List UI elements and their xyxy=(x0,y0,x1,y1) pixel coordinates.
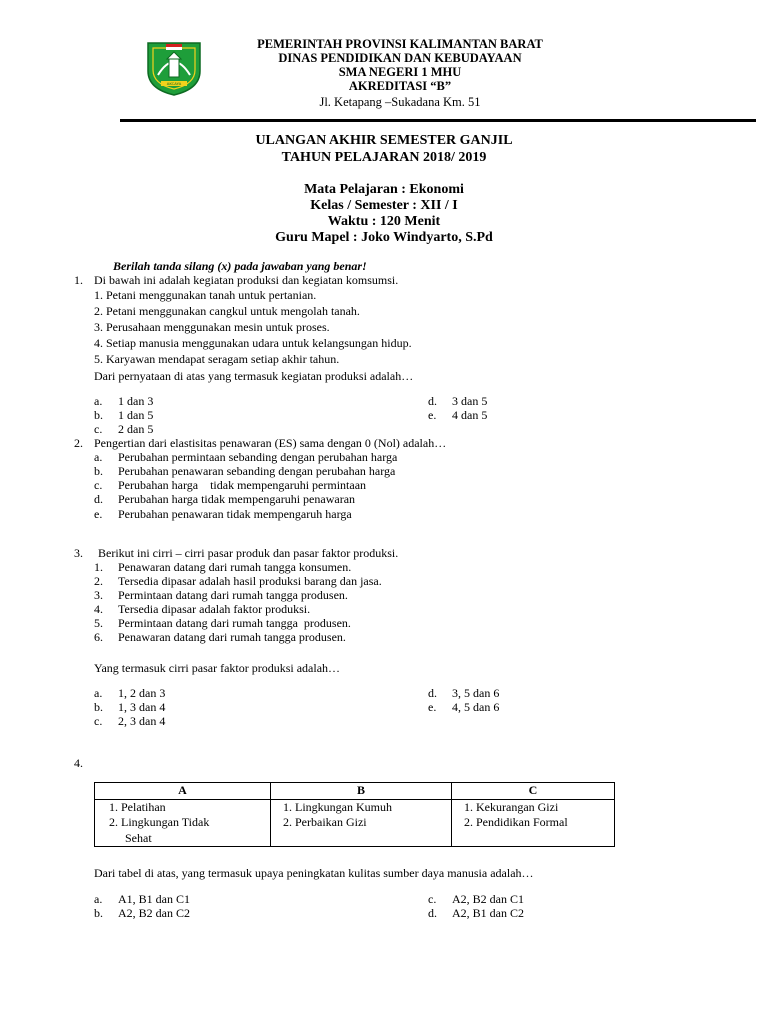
q3-option-letter: e. xyxy=(428,700,437,714)
q1-option-letter: e. xyxy=(428,408,437,422)
q1-option-letter: a. xyxy=(94,394,103,408)
teacher-line: Guru Mapel : Joko Windyarto, S.Pd xyxy=(275,230,493,245)
q4-table-header-b: B xyxy=(271,783,452,800)
q1-text: Di bawah ini adalah kegiatan produksi dan kegiatan komsumsi. xyxy=(94,273,399,287)
q1-item: 4. Setiap manusia menggunakan udara untuk kelangsungan hidup. xyxy=(94,336,412,350)
q4-cell-c1: 1. Kekurangan Gizi xyxy=(464,799,559,814)
q3-item: Tersedia dipasar adalah faktor produksi. xyxy=(118,602,311,616)
q4-option-c[interactable]: A2, B2 dan C1 xyxy=(452,892,524,906)
q4-table-header-a: A xyxy=(95,783,271,800)
q3-item: Permintaan datang dari rumah tangga produsen. xyxy=(118,588,348,602)
header-department: DINAS PENDIDIKAN DAN KEBUDAYAAN xyxy=(278,51,522,65)
q4-cell-a1: 1. Pelatihan xyxy=(109,799,166,814)
q1-item: 1. Petani menggunakan tanah untuk pertanian. xyxy=(94,288,317,302)
q3-item-num: 4. xyxy=(94,602,103,616)
q1-option-a[interactable]: 1 dan 3 xyxy=(118,394,154,408)
q3-number: 3. xyxy=(74,546,83,560)
q1-number: 1. xyxy=(74,273,83,287)
q2-option-letter: d. xyxy=(94,492,103,506)
q3-item: Penawaran datang dari rumah tangga produsen. xyxy=(118,630,346,644)
q1-option-letter: d. xyxy=(428,394,437,408)
q3-option-c[interactable]: 2, 3 dan 4 xyxy=(118,714,166,728)
q3-item-num: 5. xyxy=(94,616,103,630)
q4-cell-a2-cont: Sehat xyxy=(125,830,152,845)
subject-line: Mata Pelajaran : Ekonomi xyxy=(304,182,464,197)
q3-option-e[interactable]: 4, 5 dan 6 xyxy=(452,700,500,714)
q3-option-letter: c. xyxy=(94,714,103,728)
q1-option-letter: b. xyxy=(94,408,103,422)
q4-option-letter: b. xyxy=(94,906,103,920)
exam-year: TAHUN PELAJARAN 2018/ 2019 xyxy=(281,150,487,165)
q4-question: Dari tabel di atas, yang termasuk upaya peningkatan kulitas sumber daya manusia adalah… xyxy=(94,866,534,880)
header-school: SMA NEGERI 1 MHU xyxy=(338,65,462,79)
q4-option-d[interactable]: A2, B1 dan C2 xyxy=(452,906,524,920)
q2-option-letter: a. xyxy=(94,450,103,464)
q3-option-letter: a. xyxy=(94,686,103,700)
q3-item-num: 3. xyxy=(94,588,103,602)
q4-table-cell-c xyxy=(452,799,615,847)
q2-option-a[interactable]: Perubahan permintaan sebanding dengan perubahan harga xyxy=(118,450,398,464)
time-line: Waktu : 120 Menit xyxy=(327,214,441,229)
q3-option-d[interactable]: 3, 5 dan 6 xyxy=(452,686,500,700)
q2-option-letter: e. xyxy=(94,507,103,521)
q1-option-b[interactable]: 1 dan 5 xyxy=(118,408,154,422)
q4-table-cell-b xyxy=(271,799,452,847)
header-address: Jl. Ketapang –Sukadana Km. 51 xyxy=(319,95,481,109)
q2-option-letter: b. xyxy=(94,464,103,478)
q1-item: 3. Perusahaan menggunakan mesin untuk proses. xyxy=(94,320,330,334)
q4-option-letter: a. xyxy=(94,892,103,906)
q4-cell-c2: 2. Pendidikan Formal xyxy=(464,815,568,830)
q3-question: Yang termasuk cirri pasar faktor produksi adalah… xyxy=(94,661,341,675)
q4-option-a[interactable]: A1, B1 dan C1 xyxy=(118,892,190,906)
q3-item: Tersedia dipasar adalah hasil produksi barang dan jasa. xyxy=(118,574,382,588)
q3-item: Penawaran datang dari rumah tangga konsumen. xyxy=(118,560,352,574)
header-divider xyxy=(120,119,756,122)
exam-title: ULANGAN AKHIR SEMESTER GANJIL xyxy=(255,133,513,148)
instruction: Berilah tanda silang (x) pada jawaban yang benar! xyxy=(113,259,367,273)
q2-text: Pengertian dari elastisitas penawaran (ES) sama dengan 0 (Nol) adalah… xyxy=(94,436,447,450)
logo-text: AKCAYA xyxy=(166,81,182,86)
q3-item-num: 1. xyxy=(94,560,103,574)
q1-item: 5. Karyawan mendapat seragam setiap akhir tahun. xyxy=(94,352,340,366)
q3-text: Berikut ini cirri – cirri pasar produk dan pasar faktor produksi. xyxy=(98,546,399,560)
q3-item-num: 2. xyxy=(94,574,103,588)
header-accreditation: AKREDITASI “B” xyxy=(348,79,452,93)
q1-option-letter: c. xyxy=(94,422,103,436)
q4-table-header-c: C xyxy=(452,783,615,800)
q3-option-letter: d. xyxy=(428,686,437,700)
q4-option-letter: d. xyxy=(428,906,437,920)
q2-option-b[interactable]: Perubahan penawaran sebanding dengan perubahan harga xyxy=(118,464,396,478)
q1-question: Dari pernyataan di atas yang termasuk kegiatan produksi adalah… xyxy=(94,369,414,383)
q4-option-b[interactable]: A2, B2 dan C2 xyxy=(118,906,190,920)
q1-item: 2. Petani menggunakan cangkul untuk mengolah tanah. xyxy=(94,304,360,318)
q3-item-num: 6. xyxy=(94,630,103,644)
q4-number: 4. xyxy=(74,756,83,770)
q4-cell-b2: 2. Perbaikan Gizi xyxy=(283,815,367,830)
q3-option-letter: b. xyxy=(94,700,103,714)
class-line: Kelas / Semester : XII / I xyxy=(310,198,458,213)
q4-table-cell-a xyxy=(95,799,271,847)
q2-option-e[interactable]: Perubahan penawaran tidak mempengaruh harga xyxy=(118,507,352,521)
q3-option-a[interactable]: 1, 2 dan 3 xyxy=(118,686,166,700)
q1-option-d[interactable]: 3 dan 5 xyxy=(452,394,488,408)
q2-option-c[interactable]: Perubahan harga tidak mempengaruhi permintaan xyxy=(118,478,367,492)
q2-number: 2. xyxy=(74,436,83,450)
q2-option-letter: c. xyxy=(94,478,103,492)
header-province: PEMERINTAH PROVINSI KALIMANTAN BARAT xyxy=(257,37,543,51)
q1-option-e[interactable]: 4 dan 5 xyxy=(452,408,488,422)
q4-cell-b1: 1. Lingkungan Kumuh xyxy=(283,799,392,814)
q4-option-letter: c. xyxy=(428,892,437,906)
q4-table xyxy=(94,782,615,847)
q1-option-c[interactable]: 2 dan 5 xyxy=(118,422,154,436)
q3-option-b[interactable]: 1, 3 dan 4 xyxy=(118,700,166,714)
q2-option-d[interactable]: Perubahan harga tidak mempengaruhi penawaran xyxy=(118,492,356,506)
q3-item: Permintaan datang dari rumah tangga produsen. xyxy=(118,616,351,630)
q4-cell-a2: 2. Lingkungan Tidak xyxy=(109,815,210,830)
